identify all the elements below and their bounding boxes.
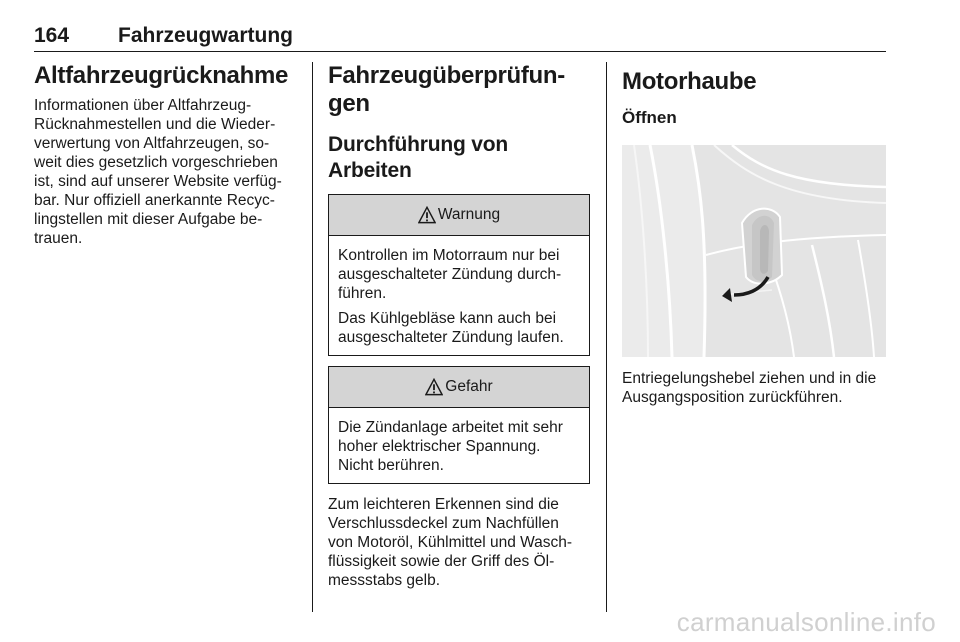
warning-box — [328, 194, 590, 356]
column-1 — [34, 62, 296, 248]
section-heading-motorhaube: Motorhaube — [622, 68, 757, 95]
column-divider — [312, 62, 313, 612]
warning-box-body — [329, 236, 589, 355]
danger-text: Die Zündanlage arbeitet mit sehr hoher elektrischer Spannung. Nicht berühren. — [338, 419, 563, 474]
warning-triangle-icon — [425, 378, 443, 396]
subsection-heading-oeffnen: Öffnen — [622, 108, 677, 127]
column-3 — [622, 62, 886, 407]
column-2 — [328, 62, 590, 590]
danger-box — [328, 366, 590, 484]
figure-caption: Entriegelungshebel ziehen und in die Ausgangsposition zurückführen. — [622, 370, 877, 406]
hood-release-lever-figure — [622, 145, 886, 357]
section-text: Zum leichteren Erkennen sind die Verschlussdeckel zum Nachfüllen von Motoröl, Kühlmittel und Wasch- flüssigkeit sowie der Griff des Öl- messstabs gelb. — [328, 496, 573, 589]
section-heading-fahrzeugueberpruefungen: Fahrzeugüberprüfun- gen — [328, 62, 565, 117]
page-header — [34, 24, 886, 52]
warning-text: Das Kühlgebläse kann auch bei ausgeschalteter Zündung laufen. — [338, 310, 564, 346]
chapter-title: Fahrzeugwartung — [118, 24, 294, 47]
page-number: 164 — [34, 24, 70, 47]
danger-title: Gefahr — [445, 378, 493, 395]
watermark: carmanualsonline.info — [676, 607, 936, 637]
danger-box-header — [329, 367, 589, 408]
section-text: Informationen über Altfahrzeug- Rücknahmestellen und die Wieder- verwertung von Altfahrzeugen, so- weit dies gesetzlich vorgeschrieben ist, sind auf unserer Website verfüg- bar. Nur offiziell anerkannte Recyc- lingstellen mit dieser Aufgabe be- trauen. — [34, 97, 282, 247]
subsection-heading: Durchführung von Arbeiten — [328, 133, 508, 182]
section-heading-altfahrzeug: Altfahrzeugrücknahme — [34, 62, 289, 89]
warning-title: Warnung — [437, 206, 501, 223]
danger-box-body — [329, 408, 589, 483]
warning-triangle-icon — [418, 206, 436, 224]
warning-text: Kontrollen im Motorraum nur bei ausgeschalteter Zündung durch- führen. — [338, 247, 562, 302]
warning-box-header — [329, 195, 589, 236]
column-divider — [606, 62, 607, 612]
hood-release-illustration — [622, 145, 886, 357]
